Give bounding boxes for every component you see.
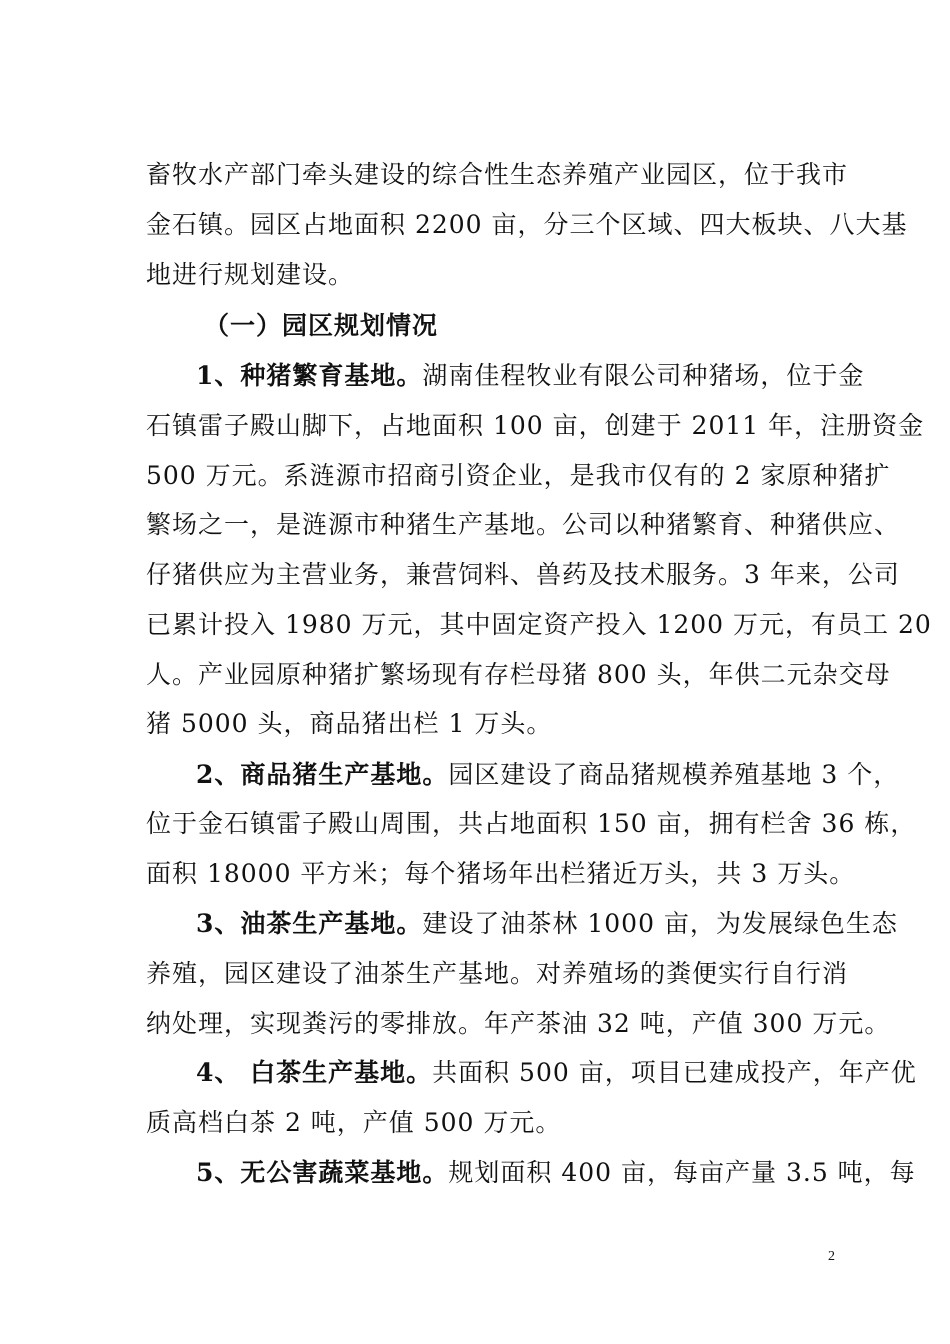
- paragraph-line: [146, 208, 908, 242]
- line-text: 共面积 500 亩，项目已建成投产，年产优: [432, 1058, 917, 1087]
- line-text: 地进行规划建设。: [146, 260, 355, 289]
- paragraph-line: [196, 907, 898, 941]
- paragraph-line: [146, 707, 552, 741]
- item-heading: 5、无公害蔬菜基地。: [196, 1158, 449, 1187]
- item-heading: 1、种猪繁育基地。: [196, 361, 423, 390]
- line-text: 质高档白茶 2 吨，产值 500 万元。: [146, 1108, 562, 1137]
- paragraph-line: [146, 807, 916, 841]
- paragraph-line: [146, 558, 900, 592]
- paragraph-line: [146, 1106, 561, 1140]
- line-text: 园区建设了商品猪规模养殖基地 3 个，: [448, 760, 900, 789]
- paragraph-line: [146, 459, 890, 493]
- line-text: 仔猪供应为主营业务，兼营饲料、兽药及技术服务。3 年来，公司: [146, 560, 900, 589]
- heading-text: （一）园区规划情况: [204, 311, 439, 340]
- paragraph-line: [196, 758, 899, 792]
- line-text: 养殖，园区建设了油茶生产基地。对养殖场的粪便实行自行消: [146, 959, 849, 988]
- line-text: 规划面积 400 亩，每亩产量 3.5 吨，每: [448, 1158, 916, 1187]
- paragraph-line: [146, 608, 932, 642]
- paragraph-line: [146, 508, 900, 542]
- paragraph-line: [196, 359, 864, 393]
- line-text: 已累计投入 1980 万元，其中固定资产投入 1200 万元，有员工 20: [146, 610, 932, 639]
- line-text: 繁场之一，是涟源市种猪生产基地。公司以种猪繁育、种猪供应、: [146, 510, 901, 539]
- line-text: 建设了油茶林 1000 亩，为发展绿色生态: [422, 909, 898, 938]
- line-text: 位于金石镇雷子殿山周围，共占地面积 150 亩，拥有栏舍 36 栋，: [146, 809, 917, 838]
- line-text: 石镇雷子殿山脚下，占地面积 100 亩，创建于 2011 年，注册资金: [146, 411, 925, 440]
- line-text: 湖南佳程牧业有限公司种猪场，位于金: [422, 361, 865, 390]
- paragraph-line: [146, 409, 924, 443]
- paragraph-line: [146, 158, 848, 192]
- line-text: 猪 5000 头，商品猪出栏 1 万头。: [146, 709, 553, 738]
- line-text: 纳处理，实现粪污的零排放。年产茶油 32 吨，产值 300 万元。: [146, 1009, 891, 1038]
- line-text: 面积 18000 平方米；每个猪场年出栏猪近万头，共 3 万头。: [146, 859, 856, 888]
- line-text: 金石镇。园区占地面积 2200 亩，分三个区域、四大板块、八大基: [146, 210, 908, 239]
- paragraph-line: [146, 258, 354, 292]
- page-number: 2: [828, 1249, 835, 1264]
- paragraph-line: [146, 1007, 890, 1041]
- paragraph-line: [146, 658, 891, 692]
- section-heading: [204, 309, 438, 343]
- item-heading: 4、 白茶生产基地。: [196, 1058, 433, 1087]
- line-text: 人。产业园原种猪扩繁场现有存栏母猪 800 头，年供二元杂交母: [146, 660, 891, 689]
- line-text: 500 万元。系涟源市招商引资企业，是我市仅有的 2 家原种猪扩: [146, 461, 891, 490]
- paragraph-line: [146, 957, 848, 991]
- line-text: 畜牧水产部门牵头建设的综合性生态养殖产业园区，位于我市: [146, 160, 849, 189]
- paragraph-line: [196, 1056, 917, 1090]
- item-heading: 2、商品猪生产基地。: [196, 760, 449, 789]
- paragraph-line: [196, 1156, 916, 1190]
- item-heading: 3、油茶生产基地。: [196, 909, 423, 938]
- paragraph-line: [146, 857, 855, 891]
